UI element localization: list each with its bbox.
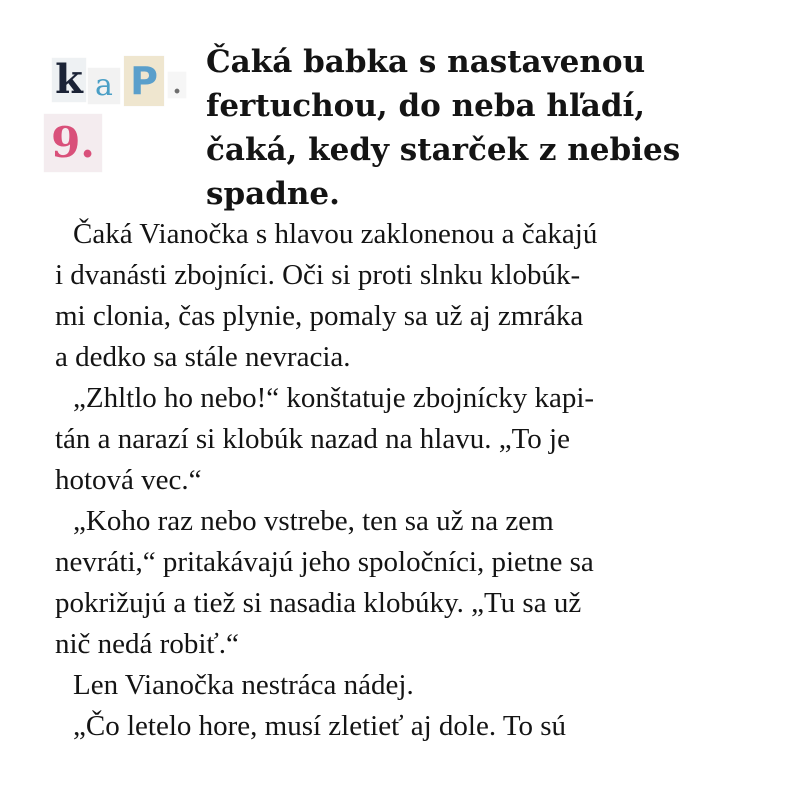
chapter-letter-a: a bbox=[88, 68, 120, 104]
body-line: mi clonia, čas plynie, pomaly sa už aj zmráka bbox=[55, 300, 584, 332]
chapter-number: 9. bbox=[44, 114, 102, 172]
heading-line: Čaká babka s nastavenou bbox=[206, 44, 646, 80]
heading-line: čaká, kedy starček z nebies bbox=[206, 132, 681, 168]
body-line: nevráti,“ pritakávajú jeho spoločníci, pietne sa bbox=[55, 546, 594, 578]
chapter-heading bbox=[206, 40, 776, 216]
body-line: a dedko sa stále nevracia. bbox=[55, 341, 351, 373]
body-line: „Zhltlo ho nebo!“ konštatuje zbojnícky kapi- bbox=[73, 382, 595, 414]
heading-line: fertuchou, do neba hľadí, bbox=[206, 88, 646, 124]
chapter-badge bbox=[44, 56, 194, 186]
body-text bbox=[55, 214, 755, 747]
body-line: pokrižujú a tiež si nasadia klobúky. „Tu sa už bbox=[55, 587, 582, 619]
body-line: Len Vianočka nestráca nádej. bbox=[73, 669, 414, 701]
body-line: i dvanásti zbojníci. Oči si proti slnku klobúk- bbox=[55, 259, 581, 291]
body-line: nič nedá robiť.“ bbox=[55, 628, 239, 660]
body-line: hotová vec.“ bbox=[55, 464, 202, 496]
body-line: tán a narazí si klobúk nazad na hlavu. „To je bbox=[55, 423, 570, 455]
chapter-letter-k: k bbox=[52, 58, 86, 102]
body-line: Čaká Vianočka s hlavou zaklonenou a čakajú bbox=[73, 218, 598, 250]
chapter-letter-dot: . bbox=[168, 72, 186, 98]
chapter-letter-p: P bbox=[124, 56, 164, 106]
body-line: „Čo letelo hore, musí zletieť aj dole. To sú bbox=[73, 710, 567, 742]
heading-line: spadne. bbox=[206, 176, 340, 212]
body-line: „Koho raz nebo vstrebe, ten sa už na zem bbox=[73, 505, 554, 537]
